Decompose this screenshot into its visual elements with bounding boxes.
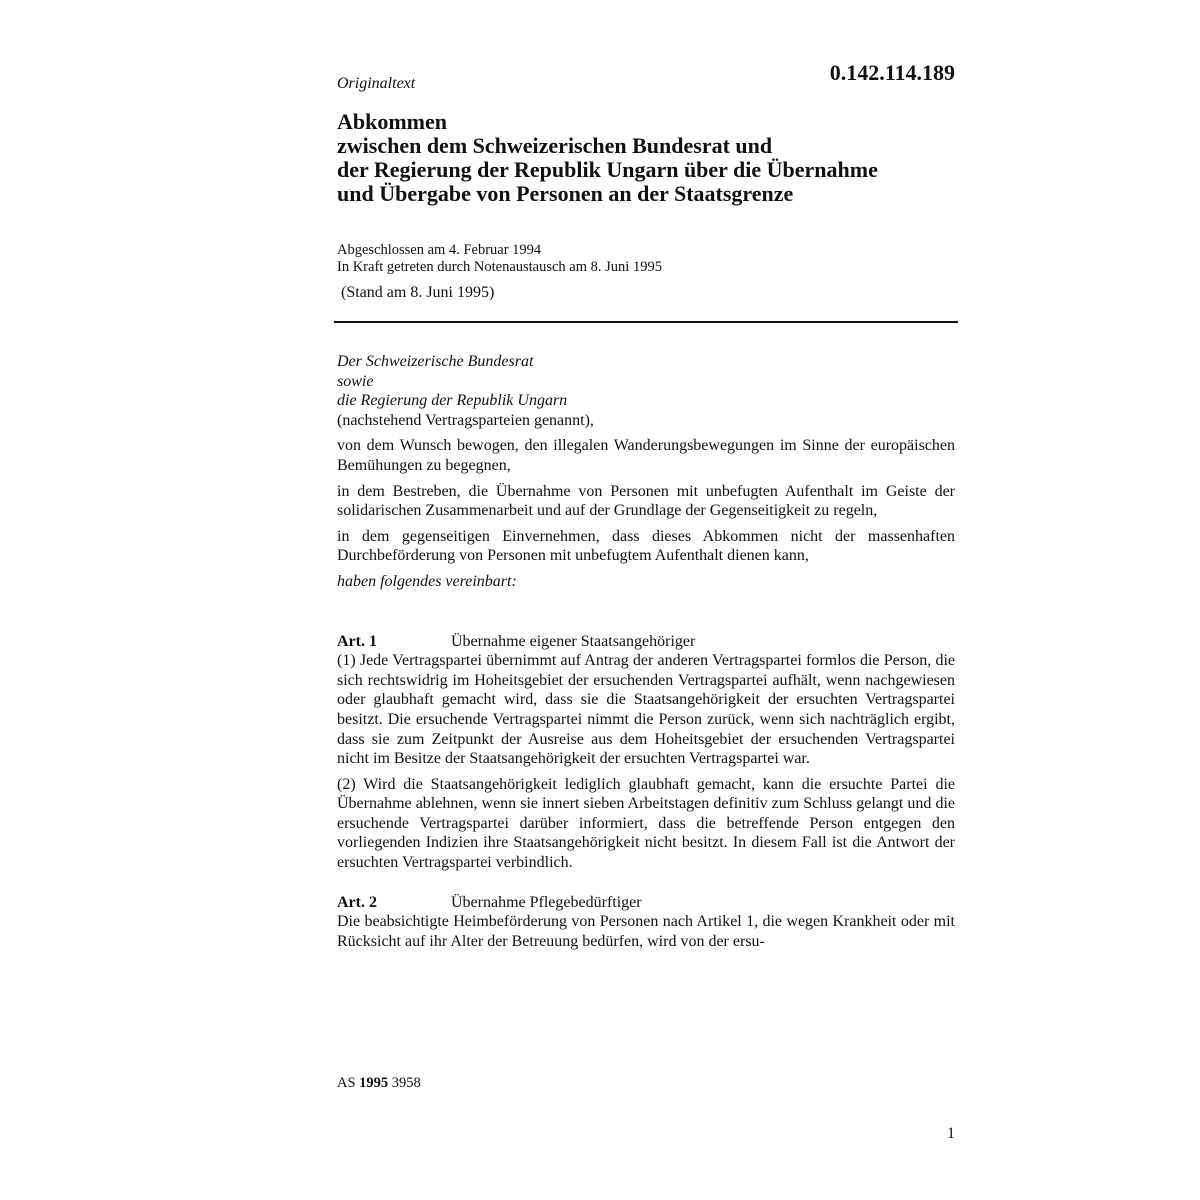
document-title [337, 110, 977, 206]
status-date: (Stand am 8. Juni 1995) [341, 284, 495, 301]
conjunction: sowie [337, 372, 374, 390]
article-heading [337, 893, 955, 913]
title-line: Abkommen [337, 109, 448, 134]
party-two: die Regierung der Republik Ungarn [337, 392, 568, 410]
article-heading [337, 632, 955, 652]
sr-number: 0.142.114.189 [829, 60, 955, 85]
parties-naming: (nachstehend Vertragsparteien genannt), [337, 411, 594, 429]
article-number: Art. 1 [337, 632, 377, 650]
as-year: 1995 [359, 1075, 389, 1091]
preamble-paragraph: von dem Wunsch bewogen, den illegalen Wanderungsbewegungen im Sinne der europäischen Bemühungen zu begegnen, [337, 437, 955, 474]
header-divider [334, 321, 958, 323]
article-paragraph: (1) Jede Vertragspartei übernimmt auf Antrag der anderen Vertragspartei formlos die Person, die sich rechtswidrig im Hoheitsgebiet der ersuchenden Vertragspartei aufhält, wenn nachgewiesen oder glaubhaft gemacht wird, dass sie die Staatsangehörigkeit der ersuchten Vertragspartei besitzt. Die ersuchende Vertragspartei nimmt die Person zurück, wenn sich nachträglich ergibt, dass sie zum Zeitpunkt der Ausreise aus dem Hoheitsgebiet der ersuchenden Vertragspartei nicht im Besitze der Staatsangehörigkeit der ersuchten Vertragspartei war. [337, 652, 955, 768]
agreement-clause: haben folgendes vereinbart: [337, 572, 517, 590]
article-title: Übernahme eigener Staatsangehöriger [451, 632, 696, 650]
official-collection-reference [337, 1075, 421, 1092]
original-text-label: Originaltext [337, 75, 416, 92]
article-paragraph: (2) Wird die Staatsangehörigkeit lediglich glaubhaft gemacht, kann die ersuchte Partei die Übernahme ablehnen, wenn sie innert sieben Arbeitstagen definitiv zum Schluss gelangt und die ersuchende Vertragspartei darüber informiert, dass die betreffende Person entgegen den vorliegenden Indizien ihre Staatsangehörigkeit nicht besitzt. In diesem Fall ist die Antwort der ersuchten Vertragspartei verbindlich. [337, 775, 955, 872]
title-line: und Übergabe von Personen an der Staatsgrenze [337, 181, 794, 206]
preamble-parties [337, 352, 955, 430]
article-paragraph: Die beabsichtigte Heimbeförderung von Personen nach Artikel 1, die wegen Krankheit oder mit Rücksicht auf ihr Alter der Betreuung bedürfen, wird von der ersu- [337, 913, 955, 950]
in-force-date: In Kraft getreten durch Notenaustausch am 8. Juni 1995 [337, 259, 662, 275]
concluded-date: Abgeschlossen am 4. Februar 1994 [337, 242, 542, 258]
title-line: zwischen dem Schweizerischen Bundesrat und [337, 133, 773, 158]
as-prefix: AS [337, 1075, 356, 1091]
preamble-paragraph: in dem Bestreben, die Übernahme von Personen mit unbefugten Aufenthalt im Geiste der solidarischen Zusammenarbeit und auf der Grundlage der Gegenseitigkeit zu regeln, [337, 482, 955, 520]
as-page: 3958 [391, 1075, 421, 1091]
title-line: der Regierung der Republik Ungarn über die Übernahme [337, 157, 878, 182]
party-one: Der Schweizerische Bundesrat [337, 353, 534, 370]
article-title: Übernahme Pflegebedürftiger [451, 893, 642, 911]
article-number: Art. 2 [337, 893, 377, 911]
page-number: 1 [947, 1125, 955, 1142]
document-meta [337, 242, 662, 276]
preamble-paragraph: in dem gegenseitigen Einvernehmen, dass dieses Abkommen nicht der massenhaften Durchbeförderung von Personen mit unbefugtem Aufenthalt dienen kann, [337, 527, 955, 565]
document-body [337, 352, 955, 951]
